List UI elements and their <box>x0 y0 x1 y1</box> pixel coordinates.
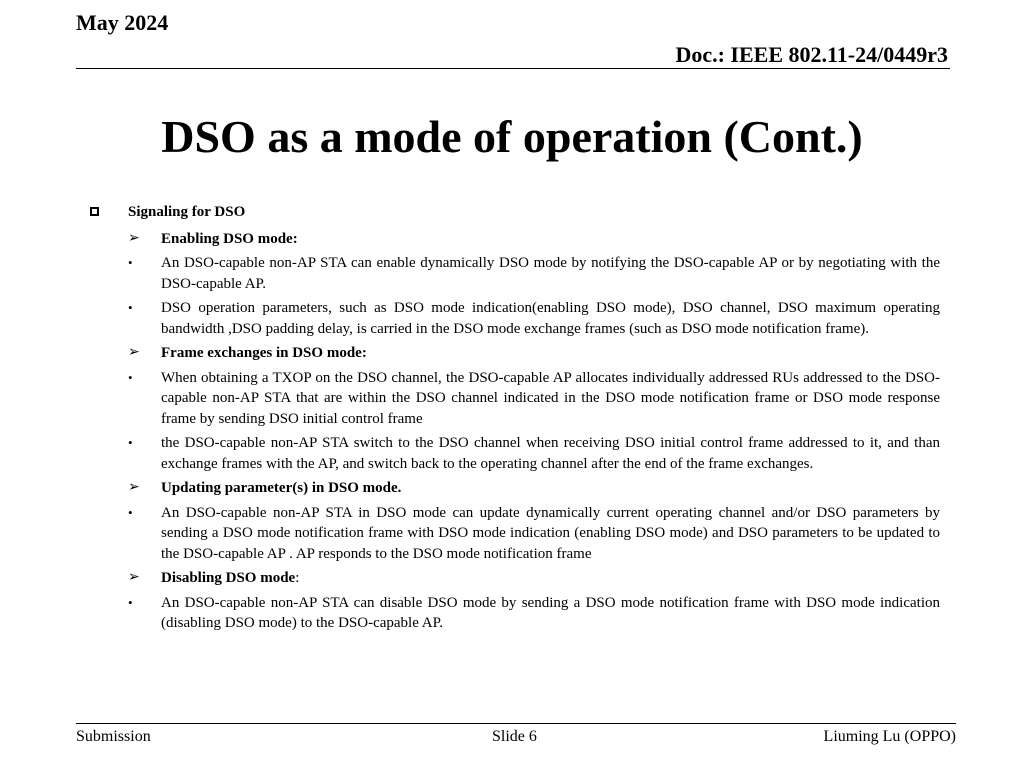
square-bullet-icon <box>90 202 99 223</box>
footer-slide-number: Slide 6 <box>492 728 537 745</box>
bullet-item <box>90 433 940 474</box>
bullet-text: the DSO-capable non-AP STA switch to the DSO channel when receiving DSO initial control frame addressed to it, and than exchange frames with the AP, and switch back to the operating channel after the end of the frame exchanges. <box>161 435 940 472</box>
dot-bullet-icon: • <box>128 255 133 270</box>
sub-item <box>90 343 940 364</box>
arrow-bullet-icon: ➢ <box>128 570 140 585</box>
dot-bullet-icon: • <box>128 300 133 315</box>
slide-body <box>90 202 940 638</box>
footer-divider <box>76 723 956 724</box>
dot-bullet-icon: • <box>128 504 133 520</box>
bullet-item <box>90 368 940 430</box>
sub-item-label: Updating parameter(s) in DSO mode. <box>161 480 402 496</box>
footer-author: Liuming Lu (OPPO) <box>823 728 956 745</box>
bullet-text: When obtaining a TXOP on the DSO channel, the DSO-capable AP allocates individually addressed RUs addressed to the DSO-capable non-AP STA that are within the DSO channel indicated in the DSO mode notification frame or DSO mode response frame by sending DSO initial control frame <box>161 369 940 427</box>
sub-item <box>90 229 940 250</box>
dot-bullet-icon: • <box>128 369 133 385</box>
footer-submission: Submission <box>76 728 151 745</box>
bullet-text: An DSO-capable non-AP STA can disable DSO mode by sending a DSO mode notification frame with DSO mode indication (disabling DSO mode) to the DSO-capable AP. <box>161 594 940 631</box>
sub-item-label: Enabling DSO mode: <box>161 230 298 247</box>
sub-item-suffix: : <box>295 570 300 586</box>
arrow-bullet-icon: ➢ <box>128 345 140 360</box>
bullet-item <box>90 503 940 565</box>
arrow-bullet-icon: ➢ <box>128 480 140 495</box>
section-heading: Signaling for DSO <box>128 204 246 220</box>
sub-item-label: Disabling DSO mode <box>161 570 296 586</box>
section-heading-row <box>90 202 940 223</box>
bullet-item <box>90 253 940 294</box>
header-date: May 2024 <box>76 10 169 35</box>
bullet-text: An DSO-capable non-AP STA in DSO mode can update dynamically current operating channel and/or DSO parameters by sending a DSO mode notification frame with DSO mode indication (enabling DSO mode) and DSO parameters to be updated to the DSO-capable AP . AP responds to the DSO mode notification frame <box>161 504 940 562</box>
sub-item-label: Frame exchanges in DSO mode: <box>161 345 367 361</box>
arrow-bullet-icon: ➢ <box>128 230 140 246</box>
bullet-text: An DSO-capable non-AP STA can enable dynamically DSO mode by notifying the DSO-capable AP or by negotiating with the DSO-capable AP. <box>161 255 940 292</box>
bullet-item <box>90 298 940 339</box>
dot-bullet-icon: • <box>128 594 133 610</box>
dot-bullet-icon: • <box>128 435 133 450</box>
slide-title: DSO as a mode of operation (Cont.) <box>161 111 863 162</box>
bullet-item <box>90 593 940 634</box>
bullet-text: DSO operation parameters, such as DSO mode indication(enabling DSO mode), DSO channel, DSO maximum operating bandwidth ,DSO padding delay, is carried in the DSO mode exchange frames (such as DSO mode notification frame). <box>161 300 940 337</box>
sub-item <box>90 568 940 589</box>
header-doc-id: Doc.: IEEE 802.11-24/0449r3 <box>675 42 948 67</box>
header-divider <box>76 68 950 69</box>
sub-item <box>90 478 940 499</box>
